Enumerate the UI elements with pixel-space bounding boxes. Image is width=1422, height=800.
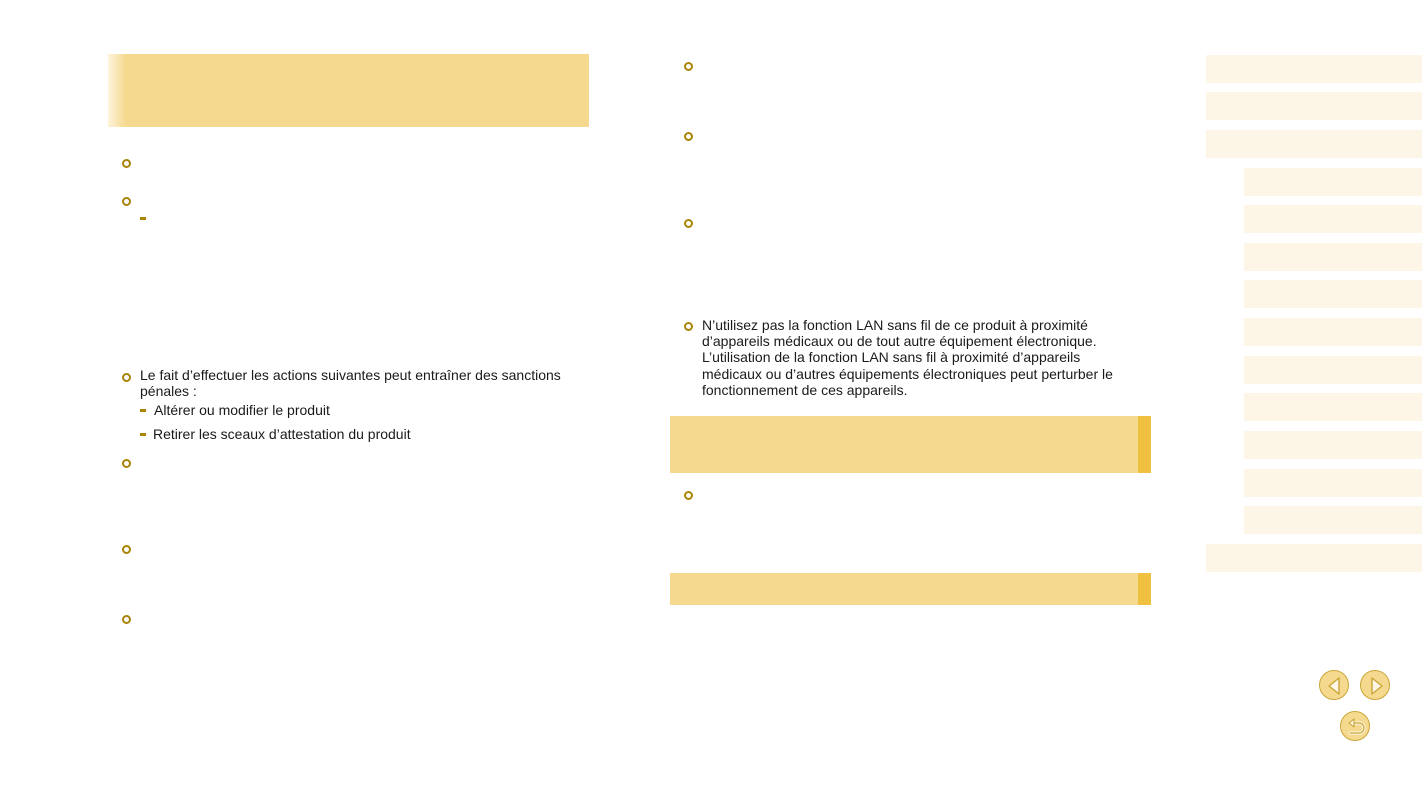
section-header-banner: [670, 573, 1151, 605]
bullet-icon: [122, 159, 131, 168]
bullet-icon: [122, 373, 131, 382]
arrow-right-icon: [1361, 671, 1391, 701]
toc-item[interactable]: [1206, 92, 1422, 120]
toc-subitem[interactable]: [1244, 506, 1422, 534]
return-button[interactable]: [1340, 711, 1370, 741]
dash-icon: [140, 217, 146, 220]
return-icon: [1341, 712, 1371, 742]
bullet-icon: [122, 197, 131, 206]
banner-tab: [1138, 573, 1151, 605]
section-header-banner: [108, 54, 589, 127]
toc-item[interactable]: [1206, 130, 1422, 158]
toc-subitem[interactable]: [1244, 318, 1422, 346]
toc-subitem[interactable]: [1244, 205, 1422, 233]
toc-subitem[interactable]: [1244, 469, 1422, 497]
bullet-icon: [684, 322, 693, 331]
toc-subitem[interactable]: [1244, 431, 1422, 459]
toc-item[interactable]: [1206, 55, 1422, 83]
sub-item-seals: Retirer les sceaux d’attestation du produit: [153, 426, 411, 442]
banner-tab: [1138, 416, 1151, 473]
toc-subitem[interactable]: [1244, 356, 1422, 384]
sub-item-alter: Altérer ou modifier le produit: [154, 402, 330, 418]
banner-highlight: [108, 54, 126, 127]
toc-item[interactable]: [1206, 544, 1422, 572]
bullet-icon: [122, 545, 131, 554]
toc-subitem[interactable]: [1244, 280, 1422, 308]
toc-subitem[interactable]: [1244, 243, 1422, 271]
next-page-button[interactable]: [1360, 670, 1390, 700]
bullet-icon: [684, 219, 693, 228]
bullet-icon: [684, 491, 693, 500]
dash-icon: [140, 409, 146, 412]
bullet-icon: [122, 615, 131, 624]
dash-icon: [140, 433, 146, 436]
prev-page-button[interactable]: [1319, 670, 1349, 700]
medical-warning-text: N’utilisez pas la fonction LAN sans fil de ce produit à proximité d’appareils médicaux ou de tout autre équipement électronique. L’utilisation de la fonction LAN sans fil à proximité d’appareils médicaux ou d’autres équipements électroniques peut perturber le fonctionnement de ces appareils.: [702, 317, 1113, 398]
bullet-icon: [684, 132, 693, 141]
section-header-banner: [670, 416, 1151, 473]
bullet-icon: [684, 62, 693, 71]
toc-subitem[interactable]: [1244, 168, 1422, 196]
sanctions-text: Le fait d’effectuer les actions suivantes peut entraîner des sanctions pénales :: [140, 367, 561, 400]
bullet-icon: [122, 459, 131, 468]
arrow-left-icon: [1320, 671, 1350, 701]
toc-subitem[interactable]: [1244, 393, 1422, 421]
